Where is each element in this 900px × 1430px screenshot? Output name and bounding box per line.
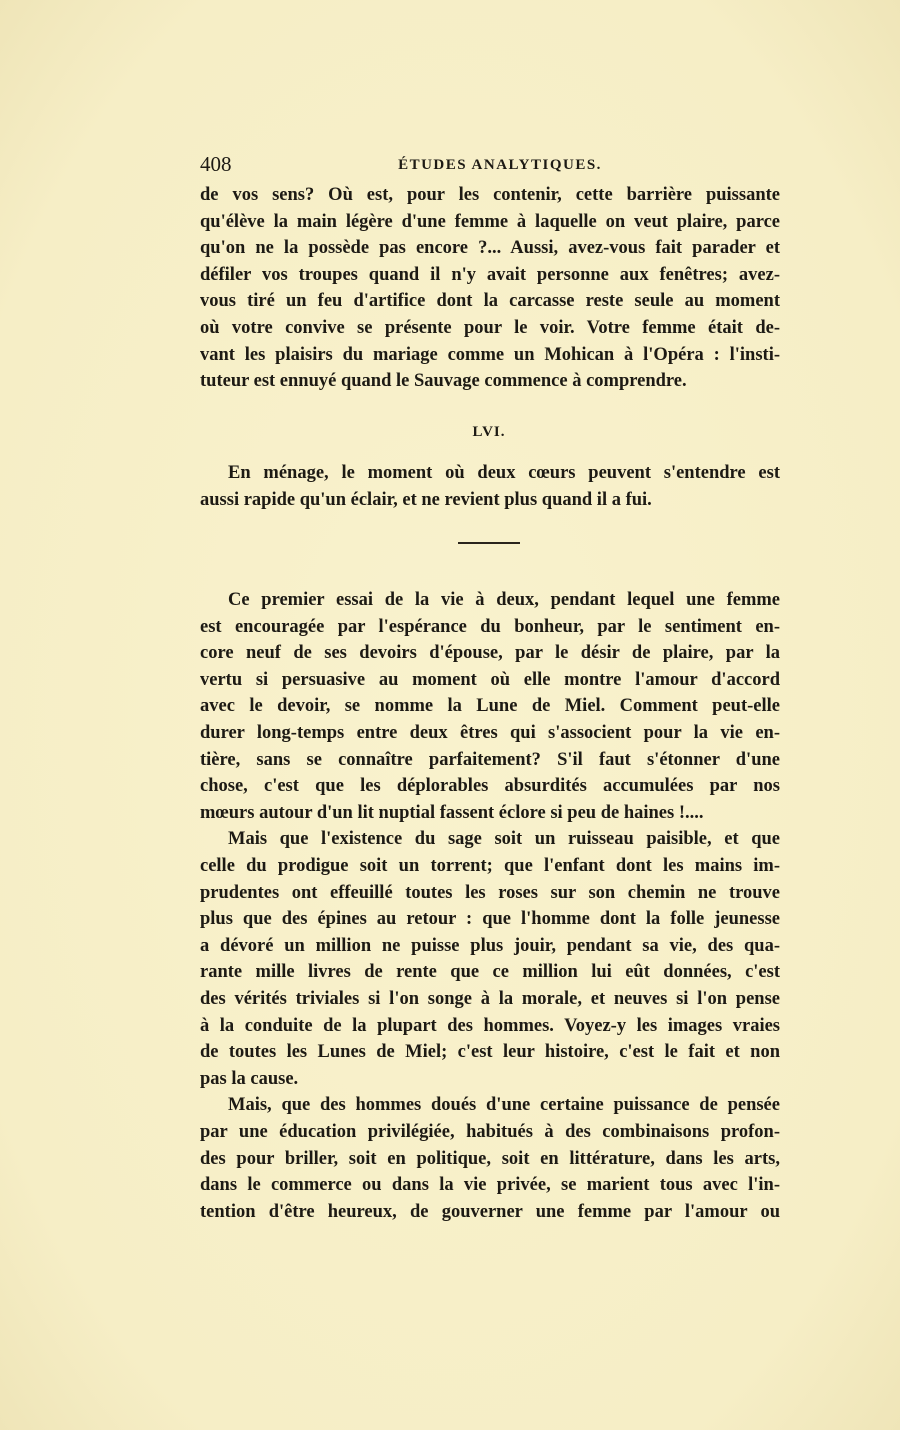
text-line: En ménage, le moment où deux cœurs peuvent s'entendre est (228, 463, 780, 483)
text-line: plus que des épines au retour : que l'homme dont la folle jeunesse (200, 909, 780, 930)
text-line: par une éducation privilégiée, habitués à des combinaisons profon- (200, 1122, 780, 1142)
text-line: avec le devoir, se nomme la Lune de Miel. Comment peut-elle (200, 696, 780, 717)
text-line: tention d'être heureux, de gouverner une femme par l'amour ou (200, 1201, 780, 1222)
text-line: Ce premier essai de la vie à deux, pendant lequel une femme (228, 590, 780, 610)
text-line: vant les plaisirs du mariage comme un Mohican à l'Opéra : l'insti- (200, 344, 780, 365)
text-line: est encouragée par l'espérance du bonheur, par le sentiment en- (200, 616, 780, 637)
text-line: des pour briller, soit en politique, soit en littérature, dans les arts, (200, 1148, 780, 1169)
text-line: prudentes ont effeuillé toutes les roses sur son chemin ne trouve (200, 882, 780, 903)
text-line: vertu si persuasive au moment où elle montre l'amour d'accord (200, 669, 780, 690)
section-heading: LVI. (472, 424, 506, 440)
text-line: de toutes les Lunes de Miel; c'est leur histoire, c'est le fait et non (200, 1042, 780, 1063)
text-line: tuteur est ennuyé quand le Sauvage commence à comprendre. (200, 371, 687, 392)
text-line: Mais, que des hommes doués d'une certaine puissance de pensée (228, 1095, 780, 1116)
text-line: dans le commerce ou dans la vie privée, se marient tous avec l'in- (200, 1175, 780, 1196)
text-line: core neuf de ses devoirs d'épouse, par le désir de plaire, par la (200, 643, 780, 664)
text-line: défiler vos troupes quand il n'y avait personne aux fenêtres; avez- (200, 264, 780, 285)
page-number: 408 (200, 152, 232, 176)
text-line: mœurs autour d'un lit nuptial fassent éclore si peu de haines !.... (200, 802, 704, 823)
text-line: durer long-temps entre deux êtres qui s'associent pour la vie en- (200, 723, 780, 743)
text-line: chose, c'est que les déplorables absurdités accumulées par nos (200, 776, 780, 797)
text-line: Mais que l'existence du sage soit un ruisseau paisible, et que (228, 829, 780, 850)
text-line: qu'on ne la possède pas encore ?... Aussi, avez-vous fait parader et (200, 238, 780, 259)
text-line: celle du prodigue soit un torrent; que l'enfant dont les mains im- (200, 856, 780, 876)
text-line: de vos sens? Où est, pour les contenir, cette barrière puissante (200, 185, 780, 205)
text-line: des vérités triviales si l'on songe à la morale, et neuves si l'on pense (200, 989, 780, 1009)
text-line: aussi rapide qu'un éclair, et ne revient plus quand il a fui. (200, 490, 652, 510)
text-line: a dévoré un million ne puisse plus jouir, pendant sa vie, des qua- (200, 935, 780, 956)
text-line: à la conduite de la plupart des hommes. Voyez-y les images vraies (200, 1015, 780, 1036)
text-line: rante mille livres de rente que ce million lui eût données, c'est (200, 962, 780, 983)
text-line: pas la cause. (200, 1068, 299, 1089)
section-divider-rule (458, 542, 520, 544)
running-title: ÉTUDES ANALYTIQUES. (398, 157, 602, 173)
text-line: tière, sans se connaître parfaitement? S'il faut s'étonner d'une (200, 749, 780, 770)
text-line: où votre convive se présente pour le voir. Votre femme était de- (200, 318, 780, 338)
text-line: qu'élève la main légère d'une femme à laquelle on veut plaire, parce (200, 211, 780, 232)
text-line: vous tiré un feu d'artifice dont la carcasse reste seule au moment (200, 291, 780, 312)
